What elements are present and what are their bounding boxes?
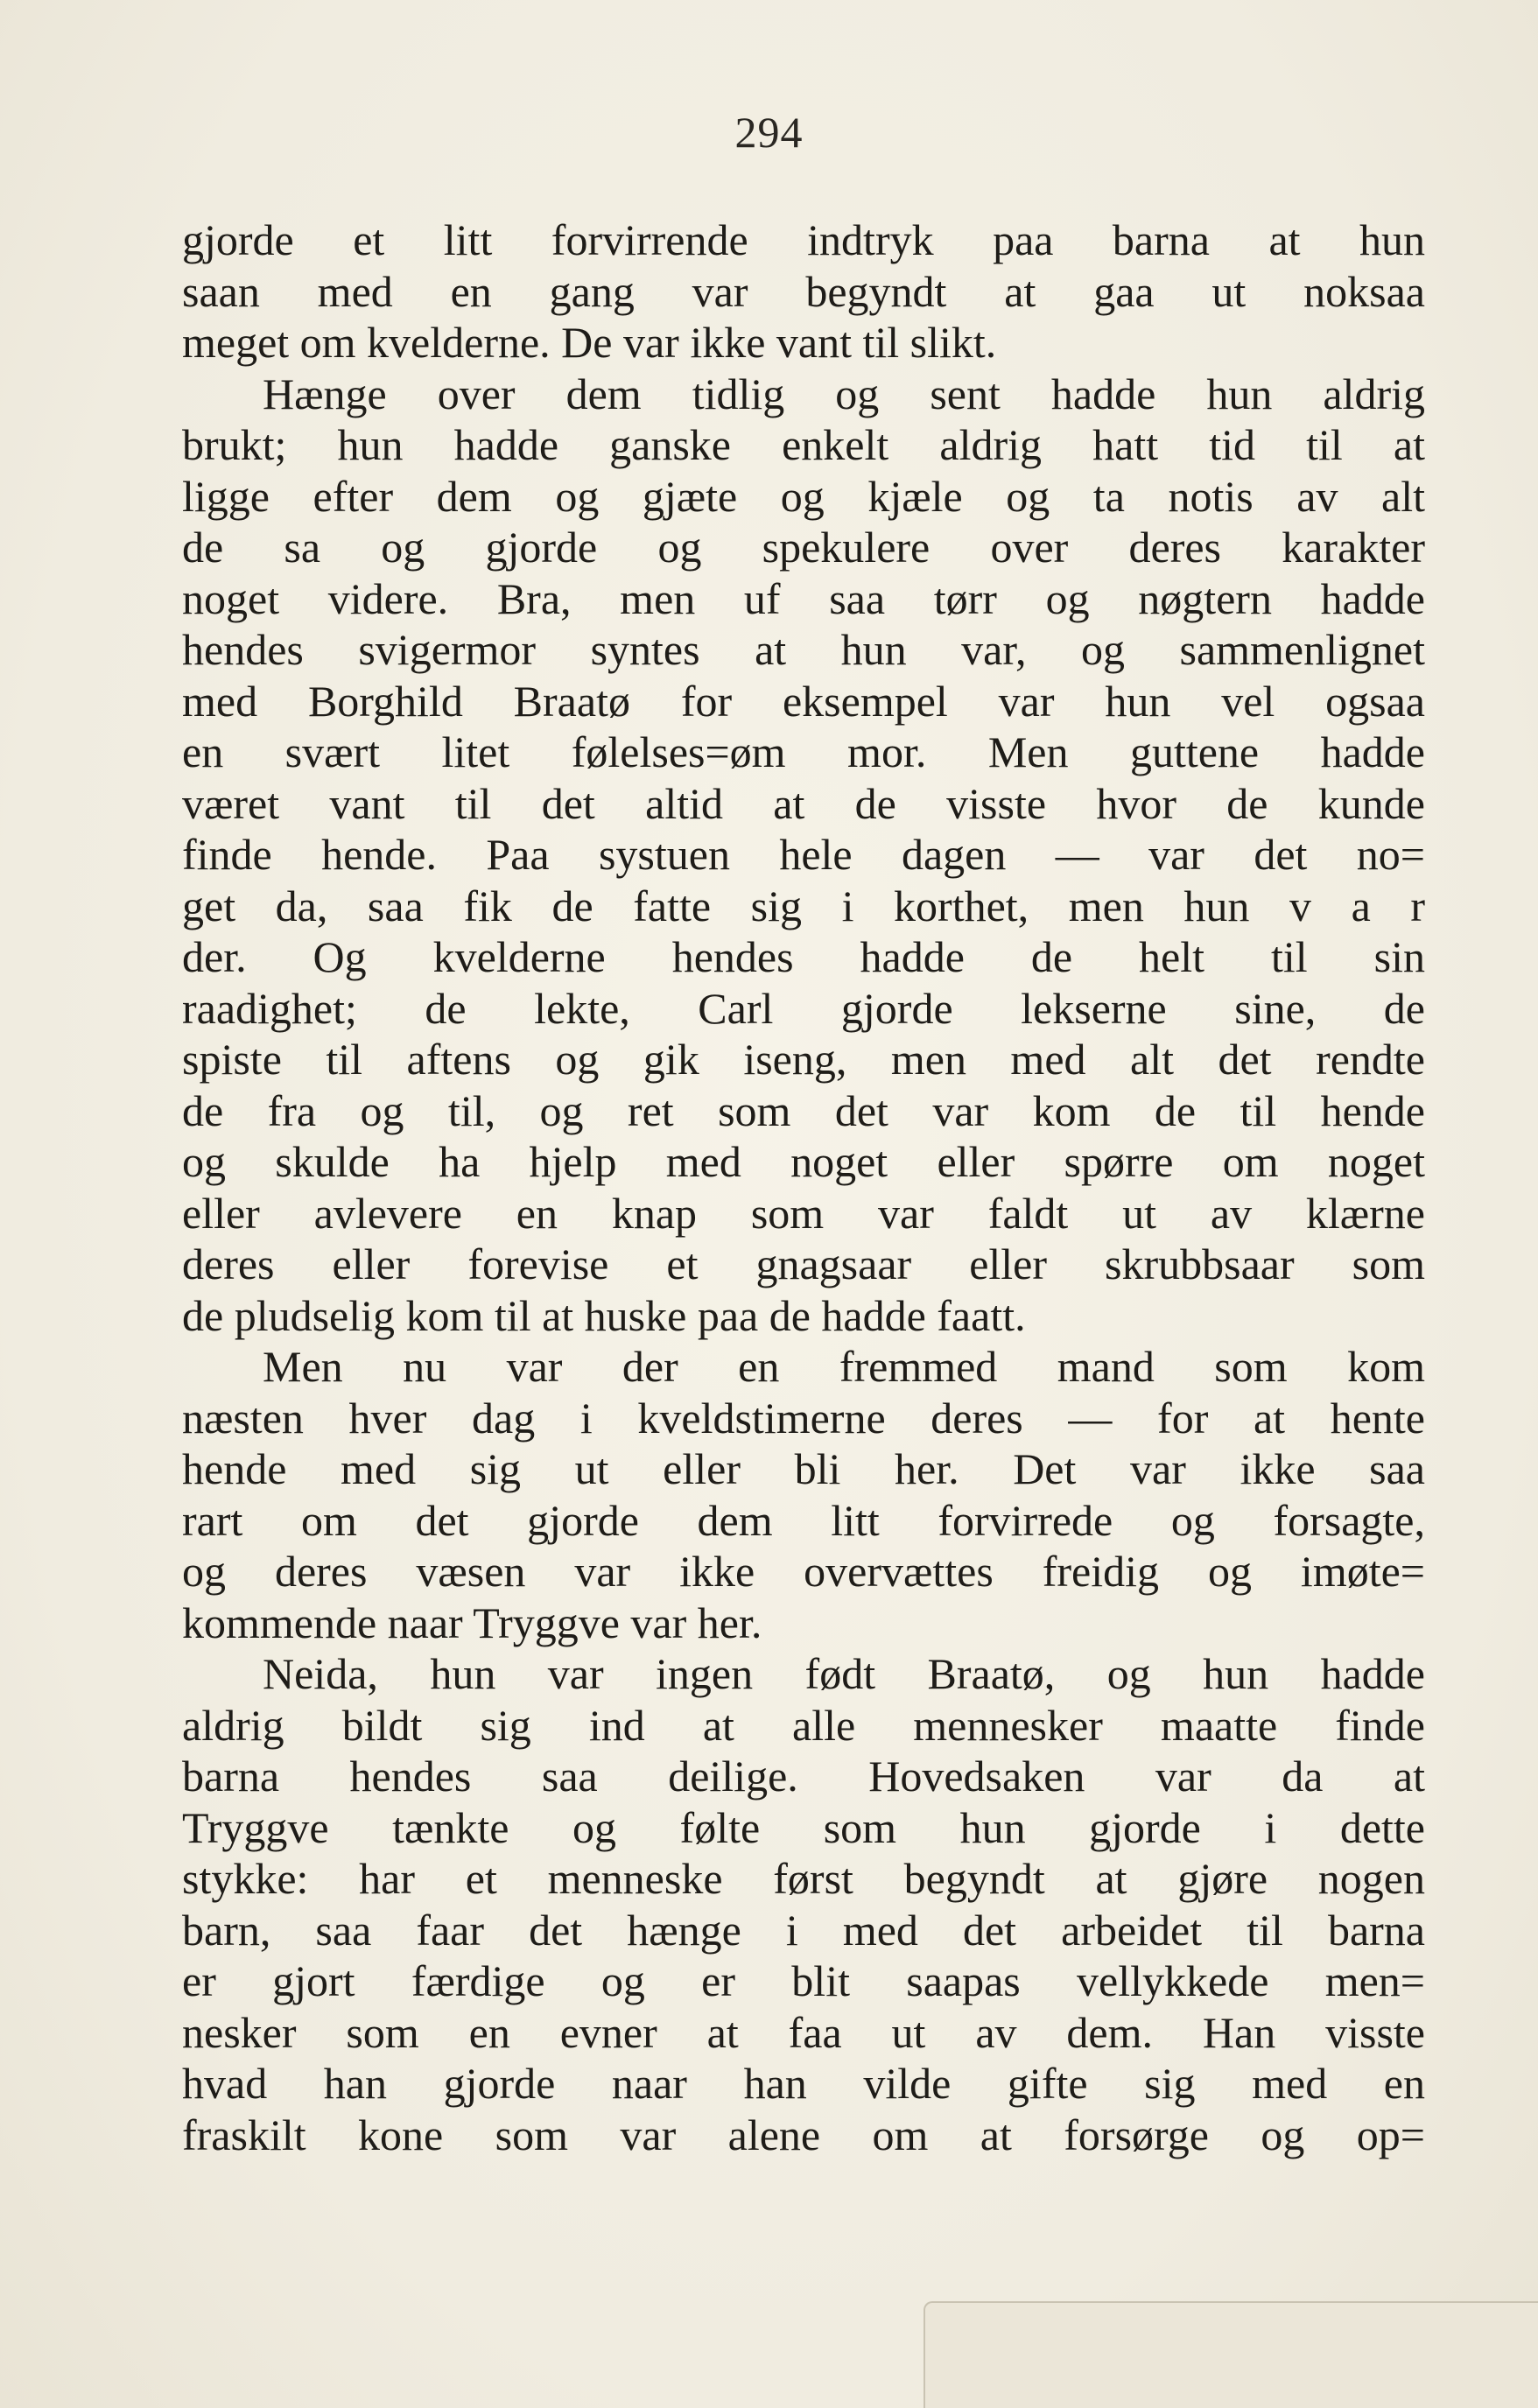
text-line: saan med en gang var begyndt at gaa ut noksaa bbox=[182, 266, 1425, 316]
text-line: og skulde ha hjelp med noget eller spørre om noget bbox=[182, 1137, 1425, 1186]
text-line: nesker som en evner at faa ut av dem. Han visste bbox=[182, 2007, 1425, 2057]
page-corner-edge bbox=[924, 2301, 1538, 2408]
text-line: de fra og til, og ret som det var kom de til hende bbox=[182, 1085, 1425, 1135]
text-line: deres eller forevise et gnagsaar eller skrubbsaar som bbox=[182, 1239, 1425, 1288]
text-line: fraskilt kone som var alene om at forsørge og op= bbox=[182, 2110, 1425, 2159]
text-line: de sa og gjorde og spekulere over deres karakter bbox=[182, 523, 1425, 572]
page-number: 294 bbox=[734, 108, 804, 157]
text-line: eller avlevere en knap som var faldt ut av klærne bbox=[182, 1188, 1425, 1238]
text-line: med Borghild Braatø for eksempel var hun vel ogsaa bbox=[182, 676, 1425, 726]
text-line: brukt; hun hadde ganske enkelt aldrig hatt tid til at bbox=[182, 420, 1425, 469]
text-line: barn, saa faar det hænge i med det arbeidet til barna bbox=[182, 1905, 1425, 1955]
text-line: ligge efter dem og gjæte og kjæle og ta notis av alt bbox=[182, 471, 1425, 521]
text-line: en svært litet følelses=øm mor. Men guttene hadde bbox=[182, 727, 1425, 776]
text-line: Neida, hun var ingen født Braatø, og hun hadde bbox=[263, 1649, 1425, 1698]
text-line: været vant til det altid at de visste hvor de kunde bbox=[182, 778, 1425, 828]
text-line: barna hendes saa deilige. Hovedsaken var da at bbox=[182, 1752, 1425, 1801]
text-line: de pludselig kom til at huske paa de hadde faatt. bbox=[182, 1290, 1026, 1340]
text-line: hendes svigermor syntes at hun var, og sammenlignet bbox=[182, 625, 1425, 674]
text-line: Tryggve tænkte og følte som hun gjorde i dette bbox=[182, 1802, 1425, 1852]
text-line: Hænge over dem tidlig og sent hadde hun aldrig bbox=[263, 369, 1425, 418]
text-line: noget videre. Bra, men uf saa tørr og nøgtern hadde bbox=[182, 573, 1425, 623]
text-line: gjorde et litt forvirrende indtryk paa barna at hun bbox=[182, 215, 1425, 264]
text-line: meget om kvelderne. De var ikke vant til slikt. bbox=[182, 318, 997, 367]
body-text bbox=[182, 214, 1425, 2160]
text-line: og deres væsen var ikke overvættes freidig og imøte= bbox=[182, 1547, 1425, 1596]
text-line: der. Og kvelderne hendes hadde de helt til sin bbox=[182, 932, 1425, 981]
text-line: spiste til aftens og gik iseng, men med alt det rendte bbox=[182, 1035, 1425, 1084]
text-line: aldrig bildt sig ind at alle mennesker maatte finde bbox=[182, 1700, 1425, 1750]
text-line: næsten hver dag i kveldstimerne deres — for at hente bbox=[182, 1393, 1425, 1443]
text-line: rart om det gjorde dem litt forvirrede og forsagte, bbox=[182, 1495, 1425, 1545]
text-line: stykke: har et menneske først begyndt at gjøre nogen bbox=[182, 1854, 1425, 1903]
text-line: er gjort færdige og er blit saapas vellykkede men= bbox=[182, 1956, 1425, 2005]
text-line: raadighet; de lekte, Carl gjorde lekserne sine, de bbox=[182, 983, 1425, 1033]
text-line: finde hende. Paa systuen hele dagen — var det no= bbox=[182, 830, 1425, 879]
text-line: get da, saa fik de fatte sig i korthet, men hun v a r bbox=[182, 881, 1425, 930]
text-line: hende med sig ut eller bli her. Det var ikke saa bbox=[182, 1444, 1425, 1493]
text-line: hvad han gjorde naar han vilde gifte sig med en bbox=[182, 2059, 1425, 2108]
text-line: kommende naar Tryggve var her. bbox=[182, 1597, 762, 1647]
text-line: Men nu var der en fremmed mand som kom bbox=[263, 1342, 1425, 1391]
